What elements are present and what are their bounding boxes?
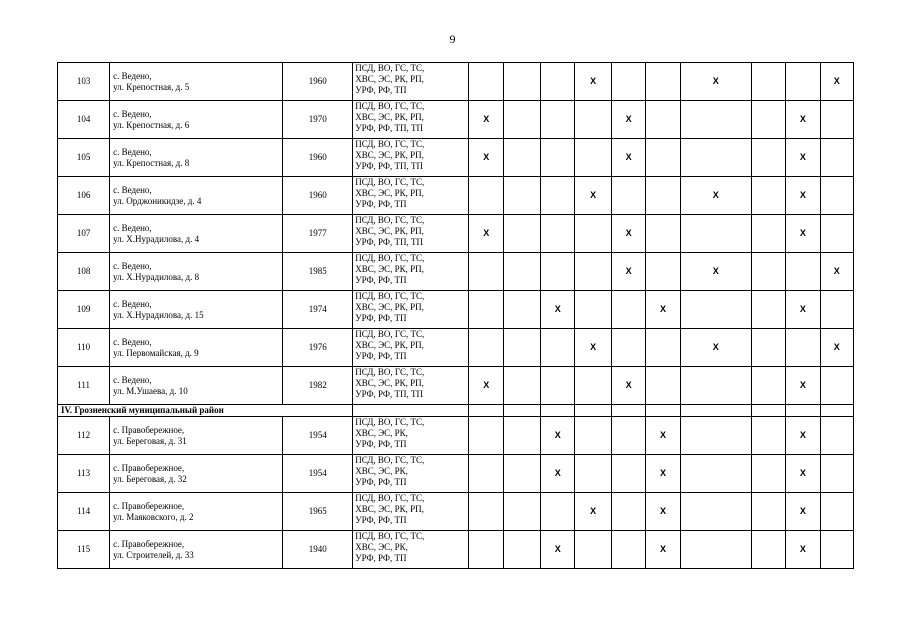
mark-cell: [751, 101, 785, 139]
mark-cell: X: [611, 139, 645, 177]
mark-cell: [504, 101, 541, 139]
address-street: ул. Крепостная, д. 5: [113, 81, 190, 92]
mark-cell: X: [786, 367, 820, 405]
mark-cell: [680, 493, 751, 531]
systems-list: [353, 493, 469, 531]
mark-cell: X: [611, 215, 645, 253]
address-street: ул. М.Ушаева, д. 10: [113, 385, 188, 396]
mark-cell: [611, 177, 645, 215]
row-number: 113: [58, 455, 110, 493]
mark-cell: [646, 215, 680, 253]
mark-cell: [611, 455, 645, 493]
mark-cell: [611, 531, 645, 569]
mark-cell: X: [786, 291, 820, 329]
address-settlement: с. Ведено,: [113, 184, 152, 195]
page-number: 9: [449, 32, 456, 46]
mark-cell: [820, 177, 853, 215]
mark-cell: [469, 253, 504, 291]
build-year: 1954: [283, 417, 353, 455]
mark-cell: [469, 417, 504, 455]
row-number: 114: [58, 493, 110, 531]
build-year: 1940: [283, 531, 353, 569]
row-number: 107: [58, 215, 110, 253]
mark-cell: [751, 531, 785, 569]
mark-cell: [504, 367, 541, 405]
mark-cell: [611, 291, 645, 329]
mark-cell: [540, 329, 574, 367]
mark-cell: [646, 253, 680, 291]
systems-line: УРФ, РФ, ТП: [355, 351, 407, 361]
mark-cell: X: [611, 101, 645, 139]
mark-cell: [820, 101, 853, 139]
mark-cell: X: [575, 177, 612, 215]
mark-cell: [575, 367, 612, 405]
address-street: ул. Маяковского, д. 2: [113, 511, 194, 522]
mark-cell: X: [786, 417, 820, 455]
table-row: [58, 417, 854, 455]
systems-line: ХВС, ЭС, РК, РП,: [355, 226, 424, 236]
mark-cell: [575, 417, 612, 455]
mark-cell: [469, 493, 504, 531]
mark-cell: [646, 367, 680, 405]
mark-cell: X: [646, 531, 680, 569]
systems-line: ХВС, ЭС, РК, РП,: [355, 504, 424, 514]
mark-cell: X: [611, 367, 645, 405]
mark-cell: [751, 63, 785, 101]
address-cell: [110, 139, 283, 177]
address-street: ул. Крепостная, д. 8: [113, 157, 190, 168]
address-cell: [110, 455, 283, 493]
systems-line: ПСД, ВО, ГС, ТС,: [355, 455, 425, 465]
mark-cell: [820, 493, 853, 531]
mark-cell: [680, 531, 751, 569]
mark-cell: [680, 101, 751, 139]
systems-line: УРФ, РФ, ТП: [355, 85, 407, 95]
row-number: 109: [58, 291, 110, 329]
systems-line: ХВС, ЭС, РК, РП,: [355, 112, 424, 122]
mark-cell: [504, 63, 541, 101]
systems-line: ПСД, ВО, ГС, ТС,: [355, 253, 425, 263]
mark-cell: [504, 531, 541, 569]
mark-cell: X: [646, 291, 680, 329]
mark-cell: [751, 493, 785, 531]
row-number: 106: [58, 177, 110, 215]
mark-cell: X: [575, 63, 612, 101]
systems-line: ХВС, ЭС, РК, РП,: [355, 378, 424, 388]
build-year: 1960: [283, 63, 353, 101]
systems-line: ПСД, ВО, ГС, ТС,: [355, 367, 425, 377]
mark-cell: [751, 215, 785, 253]
systems-line: УРФ, РФ, ТП: [355, 439, 407, 449]
systems-line: УРФ, РФ, ТП: [355, 553, 407, 563]
address-settlement: с. Ведено,: [113, 222, 152, 233]
systems-list: [353, 177, 469, 215]
build-year: 1965: [283, 493, 353, 531]
systems-line: ХВС, ЭС, РК,: [355, 428, 408, 438]
address-settlement: с. Правобережное,: [113, 500, 185, 511]
address-street: ул. Х.Нурадилова, д. 15: [113, 309, 204, 320]
mark-cell: X: [820, 253, 853, 291]
mark-cell: [540, 139, 574, 177]
mark-cell: [504, 215, 541, 253]
section-header-row: [58, 405, 854, 417]
mark-cell: [646, 101, 680, 139]
build-year: 1970: [283, 101, 353, 139]
mark-cell: [751, 139, 785, 177]
mark-cell: X: [469, 367, 504, 405]
systems-line: ХВС, ЭС, РК, РП,: [355, 340, 424, 350]
mark-cell: [575, 253, 612, 291]
mark-cell: [751, 417, 785, 455]
row-number: 103: [58, 63, 110, 101]
address-cell: [110, 291, 283, 329]
address-settlement: с. Ведено,: [113, 298, 152, 309]
systems-list: [353, 101, 469, 139]
mark-cell: X: [575, 493, 612, 531]
address-cell: [110, 177, 283, 215]
mark-cell: [820, 455, 853, 493]
mark-cell: [540, 177, 574, 215]
mark-cell: X: [540, 291, 574, 329]
mark-cell: X: [646, 455, 680, 493]
table-body-part1: [58, 63, 854, 405]
mark-cell: [680, 291, 751, 329]
mark-cell: X: [786, 139, 820, 177]
mark-cell: [680, 139, 751, 177]
build-year: 1976: [283, 329, 353, 367]
mark-cell: [540, 215, 574, 253]
mark-cell: [575, 455, 612, 493]
systems-line: ХВС, ЭС, РК, РП,: [355, 74, 424, 84]
mark-cell: X: [540, 417, 574, 455]
mark-cell: [540, 493, 574, 531]
table-row: [58, 177, 854, 215]
housing-register-table: [57, 62, 854, 569]
mark-cell: [611, 417, 645, 455]
table-row: [58, 63, 854, 101]
mark-cell: X: [646, 493, 680, 531]
address-street: ул. Х.Нурадилова, д. 8: [113, 271, 200, 282]
systems-list: [353, 253, 469, 291]
build-year: 1954: [283, 455, 353, 493]
build-year: 1974: [283, 291, 353, 329]
mark-cell: [504, 139, 541, 177]
systems-line: ПСД, ВО, ГС, ТС,: [355, 493, 425, 503]
mark-cell: [575, 291, 612, 329]
mark-cell: X: [680, 253, 751, 291]
row-number: 115: [58, 531, 110, 569]
mark-cell: [504, 291, 541, 329]
mark-cell: [504, 329, 541, 367]
systems-list: [353, 455, 469, 493]
mark-cell: [469, 177, 504, 215]
mark-cell: [646, 177, 680, 215]
address-cell: [110, 493, 283, 531]
systems-line: ПСД, ВО, ГС, ТС,: [355, 177, 425, 187]
mark-cell: [575, 101, 612, 139]
mark-cell: [751, 455, 785, 493]
address-cell: [110, 367, 283, 405]
mark-cell: [504, 417, 541, 455]
table-row: [58, 291, 854, 329]
systems-list: [353, 367, 469, 405]
table-row: [58, 531, 854, 569]
mark-cell: X: [680, 177, 751, 215]
mark-cell: [504, 455, 541, 493]
mark-cell: [540, 253, 574, 291]
address-settlement: с. Ведено,: [113, 260, 152, 271]
mark-cell: X: [611, 253, 645, 291]
systems-list: [353, 215, 469, 253]
mark-cell: [820, 417, 853, 455]
mark-cell: [786, 329, 820, 367]
mark-cell: X: [820, 329, 853, 367]
mark-cell: [469, 63, 504, 101]
address-settlement: с. Правобережное,: [113, 424, 185, 435]
address-cell: [110, 531, 283, 569]
mark-cell: [751, 367, 785, 405]
address-cell: [110, 329, 283, 367]
mark-cell: X: [469, 101, 504, 139]
systems-line: ХВС, ЭС, РК, РП,: [355, 150, 424, 160]
mark-cell: [611, 329, 645, 367]
systems-line: УРФ, РФ, ТП, ТП: [355, 161, 424, 171]
systems-line: ХВС, ЭС, РК, РП,: [355, 188, 424, 198]
mark-cell: X: [575, 329, 612, 367]
table-body-part2: [58, 417, 854, 569]
address-street: ул. Береговая, д. 31: [113, 435, 187, 446]
systems-list: [353, 291, 469, 329]
systems-list: [353, 417, 469, 455]
build-year: 1977: [283, 215, 353, 253]
row-number: 112: [58, 417, 110, 455]
table-row: [58, 455, 854, 493]
mark-cell: X: [786, 215, 820, 253]
address-cell: [110, 101, 283, 139]
address-cell: [110, 417, 283, 455]
mark-cell: [469, 329, 504, 367]
systems-line: ПСД, ВО, ГС, ТС,: [355, 139, 425, 149]
systems-line: ПСД, ВО, ГС, ТС,: [355, 531, 425, 541]
mark-cell: X: [469, 215, 504, 253]
mark-cell: [820, 291, 853, 329]
mark-cell: [575, 215, 612, 253]
row-number: 111: [58, 367, 110, 405]
mark-cell: X: [786, 493, 820, 531]
row-number: 108: [58, 253, 110, 291]
mark-cell: X: [540, 531, 574, 569]
mark-cell: [751, 253, 785, 291]
mark-cell: [820, 139, 853, 177]
table-row: [58, 139, 854, 177]
build-year: 1960: [283, 177, 353, 215]
address-cell: [110, 215, 283, 253]
address-street: ул. Строителей, д. 33: [113, 549, 194, 560]
systems-line: ХВС, ЭС, РК, РП,: [355, 264, 424, 274]
table-row: [58, 329, 854, 367]
mark-cell: [751, 291, 785, 329]
systems-line: ПСД, ВО, ГС, ТС,: [355, 63, 425, 73]
systems-list: [353, 531, 469, 569]
mark-cell: X: [786, 455, 820, 493]
build-year: 1985: [283, 253, 353, 291]
systems-list: [353, 329, 469, 367]
systems-line: ПСД, ВО, ГС, ТС,: [355, 417, 425, 427]
mark-cell: [504, 253, 541, 291]
address-settlement: с. Правобережное,: [113, 462, 185, 473]
mark-cell: [611, 493, 645, 531]
address-settlement: с. Ведено,: [113, 374, 152, 385]
address-street: ул. Первомайская, д. 9: [113, 347, 199, 358]
mark-cell: [751, 329, 785, 367]
mark-cell: [820, 367, 853, 405]
address-settlement: с. Ведено,: [113, 146, 152, 157]
mark-cell: [540, 63, 574, 101]
build-year: 1960: [283, 139, 353, 177]
address-settlement: с. Ведено,: [113, 336, 152, 347]
mark-cell: X: [786, 101, 820, 139]
mark-cell: [575, 139, 612, 177]
address-settlement: с. Ведено,: [113, 108, 152, 119]
systems-line: УРФ, РФ, ТП, ТП: [355, 237, 424, 247]
systems-line: УРФ, РФ, ТП, ТП: [355, 389, 424, 399]
mark-cell: [680, 215, 751, 253]
mark-cell: [646, 63, 680, 101]
systems-line: ХВС, ЭС, РК,: [355, 466, 408, 476]
mark-cell: [680, 455, 751, 493]
mark-cell: [469, 291, 504, 329]
mark-cell: X: [646, 417, 680, 455]
systems-line: ПСД, ВО, ГС, ТС,: [355, 329, 425, 339]
mark-cell: [504, 177, 541, 215]
address-street: ул. Х.Нурадилова, д. 4: [113, 233, 200, 244]
table-row: [58, 367, 854, 405]
mark-cell: X: [469, 139, 504, 177]
mark-cell: [680, 367, 751, 405]
systems-list: [353, 63, 469, 101]
mark-cell: [469, 455, 504, 493]
table-row: [58, 493, 854, 531]
systems-line: УРФ, РФ, ТП: [355, 515, 407, 525]
systems-line: УРФ, РФ, ТП: [355, 275, 407, 285]
mark-cell: [540, 101, 574, 139]
mark-cell: X: [820, 63, 853, 101]
row-number: 110: [58, 329, 110, 367]
systems-line: УРФ, РФ, ТП: [355, 313, 407, 323]
systems-line: ПСД, ВО, ГС, ТС,: [355, 101, 425, 111]
mark-cell: [469, 531, 504, 569]
systems-line: УРФ, РФ, ТП: [355, 199, 407, 209]
build-year: 1982: [283, 367, 353, 405]
address-street: ул. Береговая, д. 32: [113, 473, 187, 484]
mark-cell: X: [540, 455, 574, 493]
mark-cell: [751, 177, 785, 215]
mark-cell: X: [786, 531, 820, 569]
mark-cell: [504, 493, 541, 531]
address-street: ул. Орджоникидзе, д. 4: [113, 195, 202, 206]
mark-cell: X: [680, 63, 751, 101]
address-street: ул. Крепостная, д. 6: [113, 119, 190, 130]
address-cell: [110, 253, 283, 291]
mark-cell: X: [786, 177, 820, 215]
mark-cell: X: [680, 329, 751, 367]
mark-cell: [786, 253, 820, 291]
mark-cell: [540, 367, 574, 405]
systems-line: УРФ, РФ, ТП: [355, 477, 407, 487]
mark-cell: [680, 417, 751, 455]
systems-list: [353, 139, 469, 177]
mark-cell: [786, 63, 820, 101]
row-number: 105: [58, 139, 110, 177]
table-row: [58, 215, 854, 253]
mark-cell: [575, 531, 612, 569]
row-number: 104: [58, 101, 110, 139]
systems-line: ХВС, ЭС, РК,: [355, 542, 408, 552]
systems-line: ПСД, ВО, ГС, ТС,: [355, 291, 425, 301]
address-settlement: с. Правобережное,: [113, 538, 185, 549]
section-row-group: [58, 405, 854, 417]
systems-line: ХВС, ЭС, РК, РП,: [355, 302, 424, 312]
mark-cell: [820, 215, 853, 253]
address-cell: [110, 63, 283, 101]
mark-cell: [820, 531, 853, 569]
address-settlement: с. Ведено,: [113, 70, 152, 81]
table-row: [58, 101, 854, 139]
systems-line: ПСД, ВО, ГС, ТС,: [355, 215, 425, 225]
section-title: IV. Грозненский муниципальный район: [58, 405, 353, 417]
mark-cell: [646, 329, 680, 367]
mark-cell: [646, 139, 680, 177]
systems-line: УРФ, РФ, ТП, ТП: [355, 123, 424, 133]
table-row: [58, 253, 854, 291]
mark-cell: [611, 63, 645, 101]
